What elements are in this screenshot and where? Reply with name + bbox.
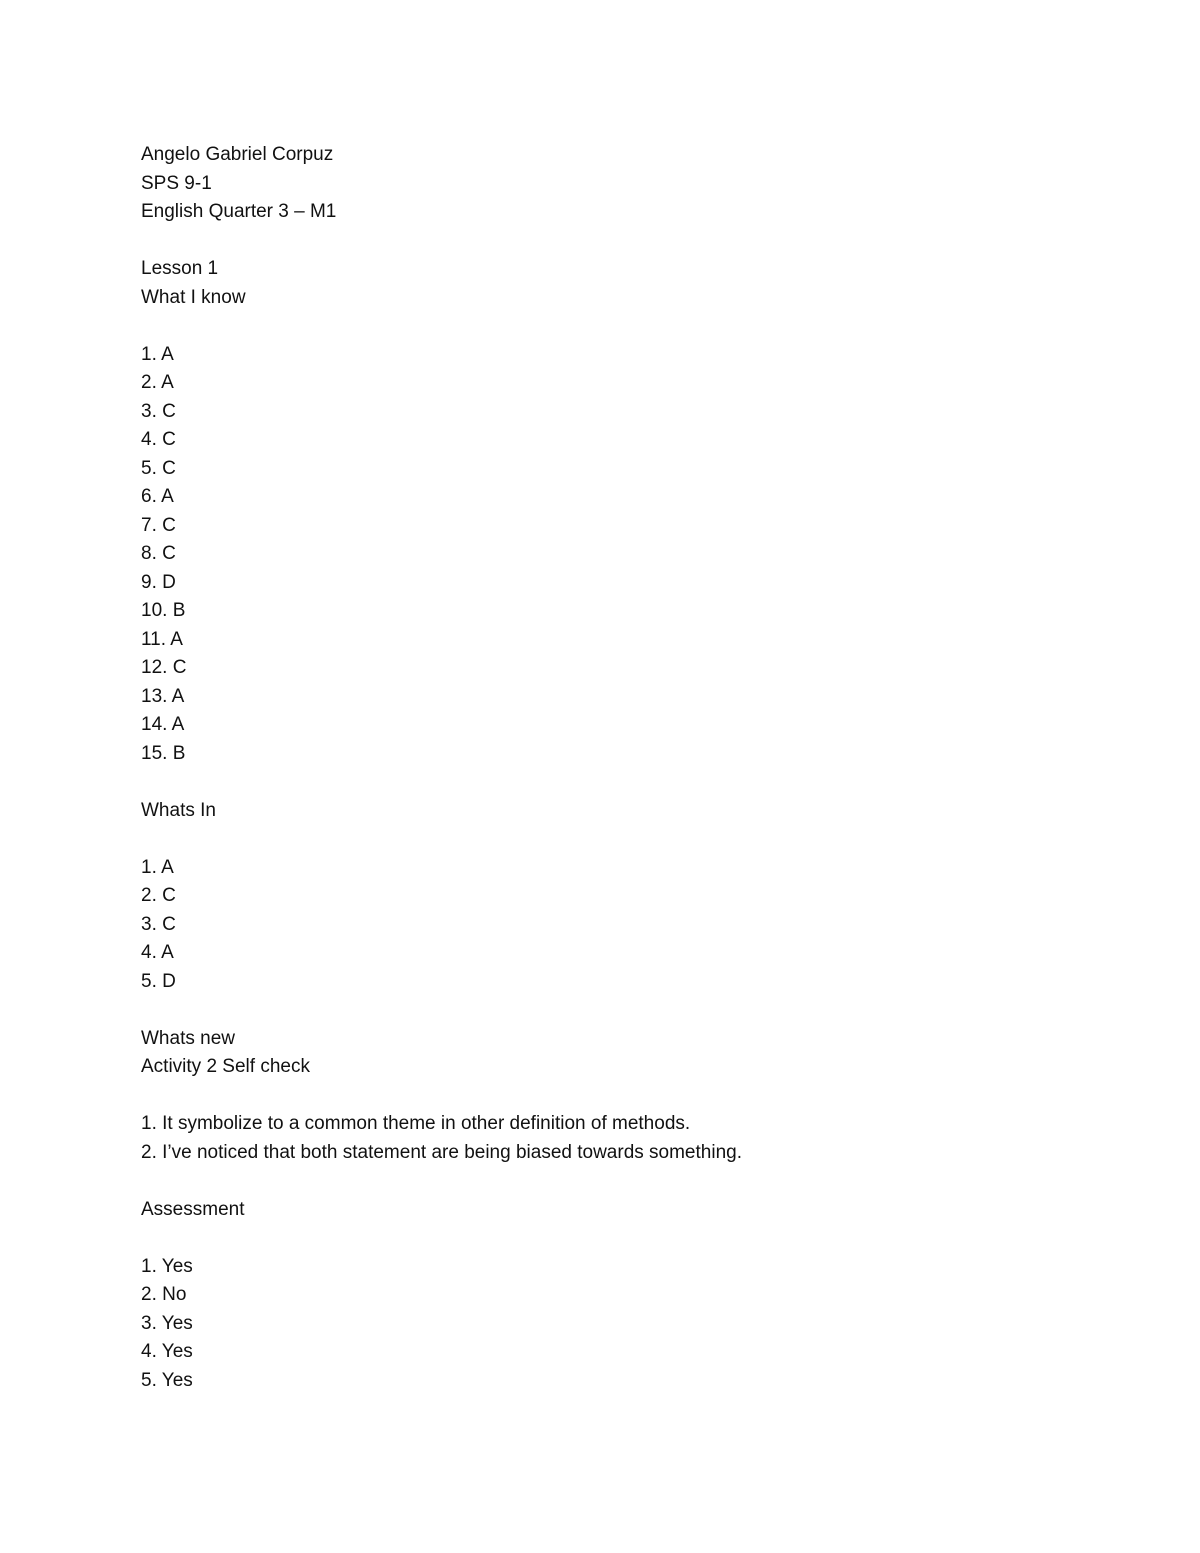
- spacer: [141, 996, 1061, 1025]
- whats-new-answer: 2. I’ve noticed that both statement are being biased towards something.: [141, 1141, 742, 1163]
- whats-in-answer: 1. A: [141, 856, 174, 878]
- spacer: [141, 1224, 1061, 1253]
- what-i-know-answer: 12. C: [141, 657, 187, 678]
- subject-title: English Quarter 3 – M1: [141, 201, 337, 222]
- what-i-know-answer: 5. C: [141, 457, 176, 479]
- what-i-know-answer: 8. C: [141, 543, 176, 564]
- student-name: Angelo Gabriel Corpuz: [141, 144, 334, 165]
- what-i-know-answer: 2. A: [141, 372, 174, 393]
- assessment-heading: Assessment: [141, 1198, 245, 1220]
- whats-in-heading: Whats In: [141, 799, 216, 821]
- whats-new-answer: 1. It symbolize to a common theme in other definition of methods.: [141, 1113, 691, 1134]
- whats-in-answer: 5. D: [141, 970, 176, 992]
- what-i-know-answer: 3. C: [141, 400, 176, 422]
- student-section: SPS 9-1: [141, 172, 212, 194]
- spacer: [141, 1082, 1061, 1111]
- assessment-answer: 2. No: [141, 1284, 187, 1305]
- whats-in-answer: 2. C: [141, 885, 176, 906]
- what-i-know-answer: 10. B: [141, 600, 186, 621]
- document-body: [141, 141, 1061, 1395]
- what-i-know-answer: 9. D: [141, 571, 176, 593]
- what-i-know-answer: 13. A: [141, 685, 185, 707]
- what-i-know-answer: 7. C: [141, 514, 176, 536]
- what-i-know-heading: What I know: [141, 286, 246, 308]
- spacer: [141, 227, 1061, 256]
- assessment-answer: 1. Yes: [141, 1255, 193, 1277]
- whats-in-answer: 4. A: [141, 942, 174, 963]
- what-i-know-answer: 1. A: [141, 343, 174, 365]
- what-i-know-answer: 14. A: [141, 714, 185, 735]
- spacer: [141, 825, 1061, 854]
- what-i-know-answer: 4. C: [141, 429, 176, 450]
- spacer: [141, 312, 1061, 341]
- what-i-know-answer: 15. B: [141, 742, 186, 764]
- spacer: [141, 1167, 1061, 1196]
- lesson-title: Lesson 1: [141, 258, 219, 279]
- whats-new-subheading: Activity 2 Self check: [141, 1056, 310, 1077]
- assessment-answer: 3. Yes: [141, 1312, 193, 1334]
- spacer: [141, 768, 1061, 797]
- what-i-know-answer: 6. A: [141, 486, 174, 507]
- what-i-know-answer: 11. A: [141, 628, 183, 650]
- whats-new-heading: Whats new: [141, 1027, 235, 1049]
- whats-in-answer: 3. C: [141, 913, 176, 935]
- assessment-answer: 4. Yes: [141, 1341, 193, 1362]
- assessment-answer: 5. Yes: [141, 1369, 193, 1391]
